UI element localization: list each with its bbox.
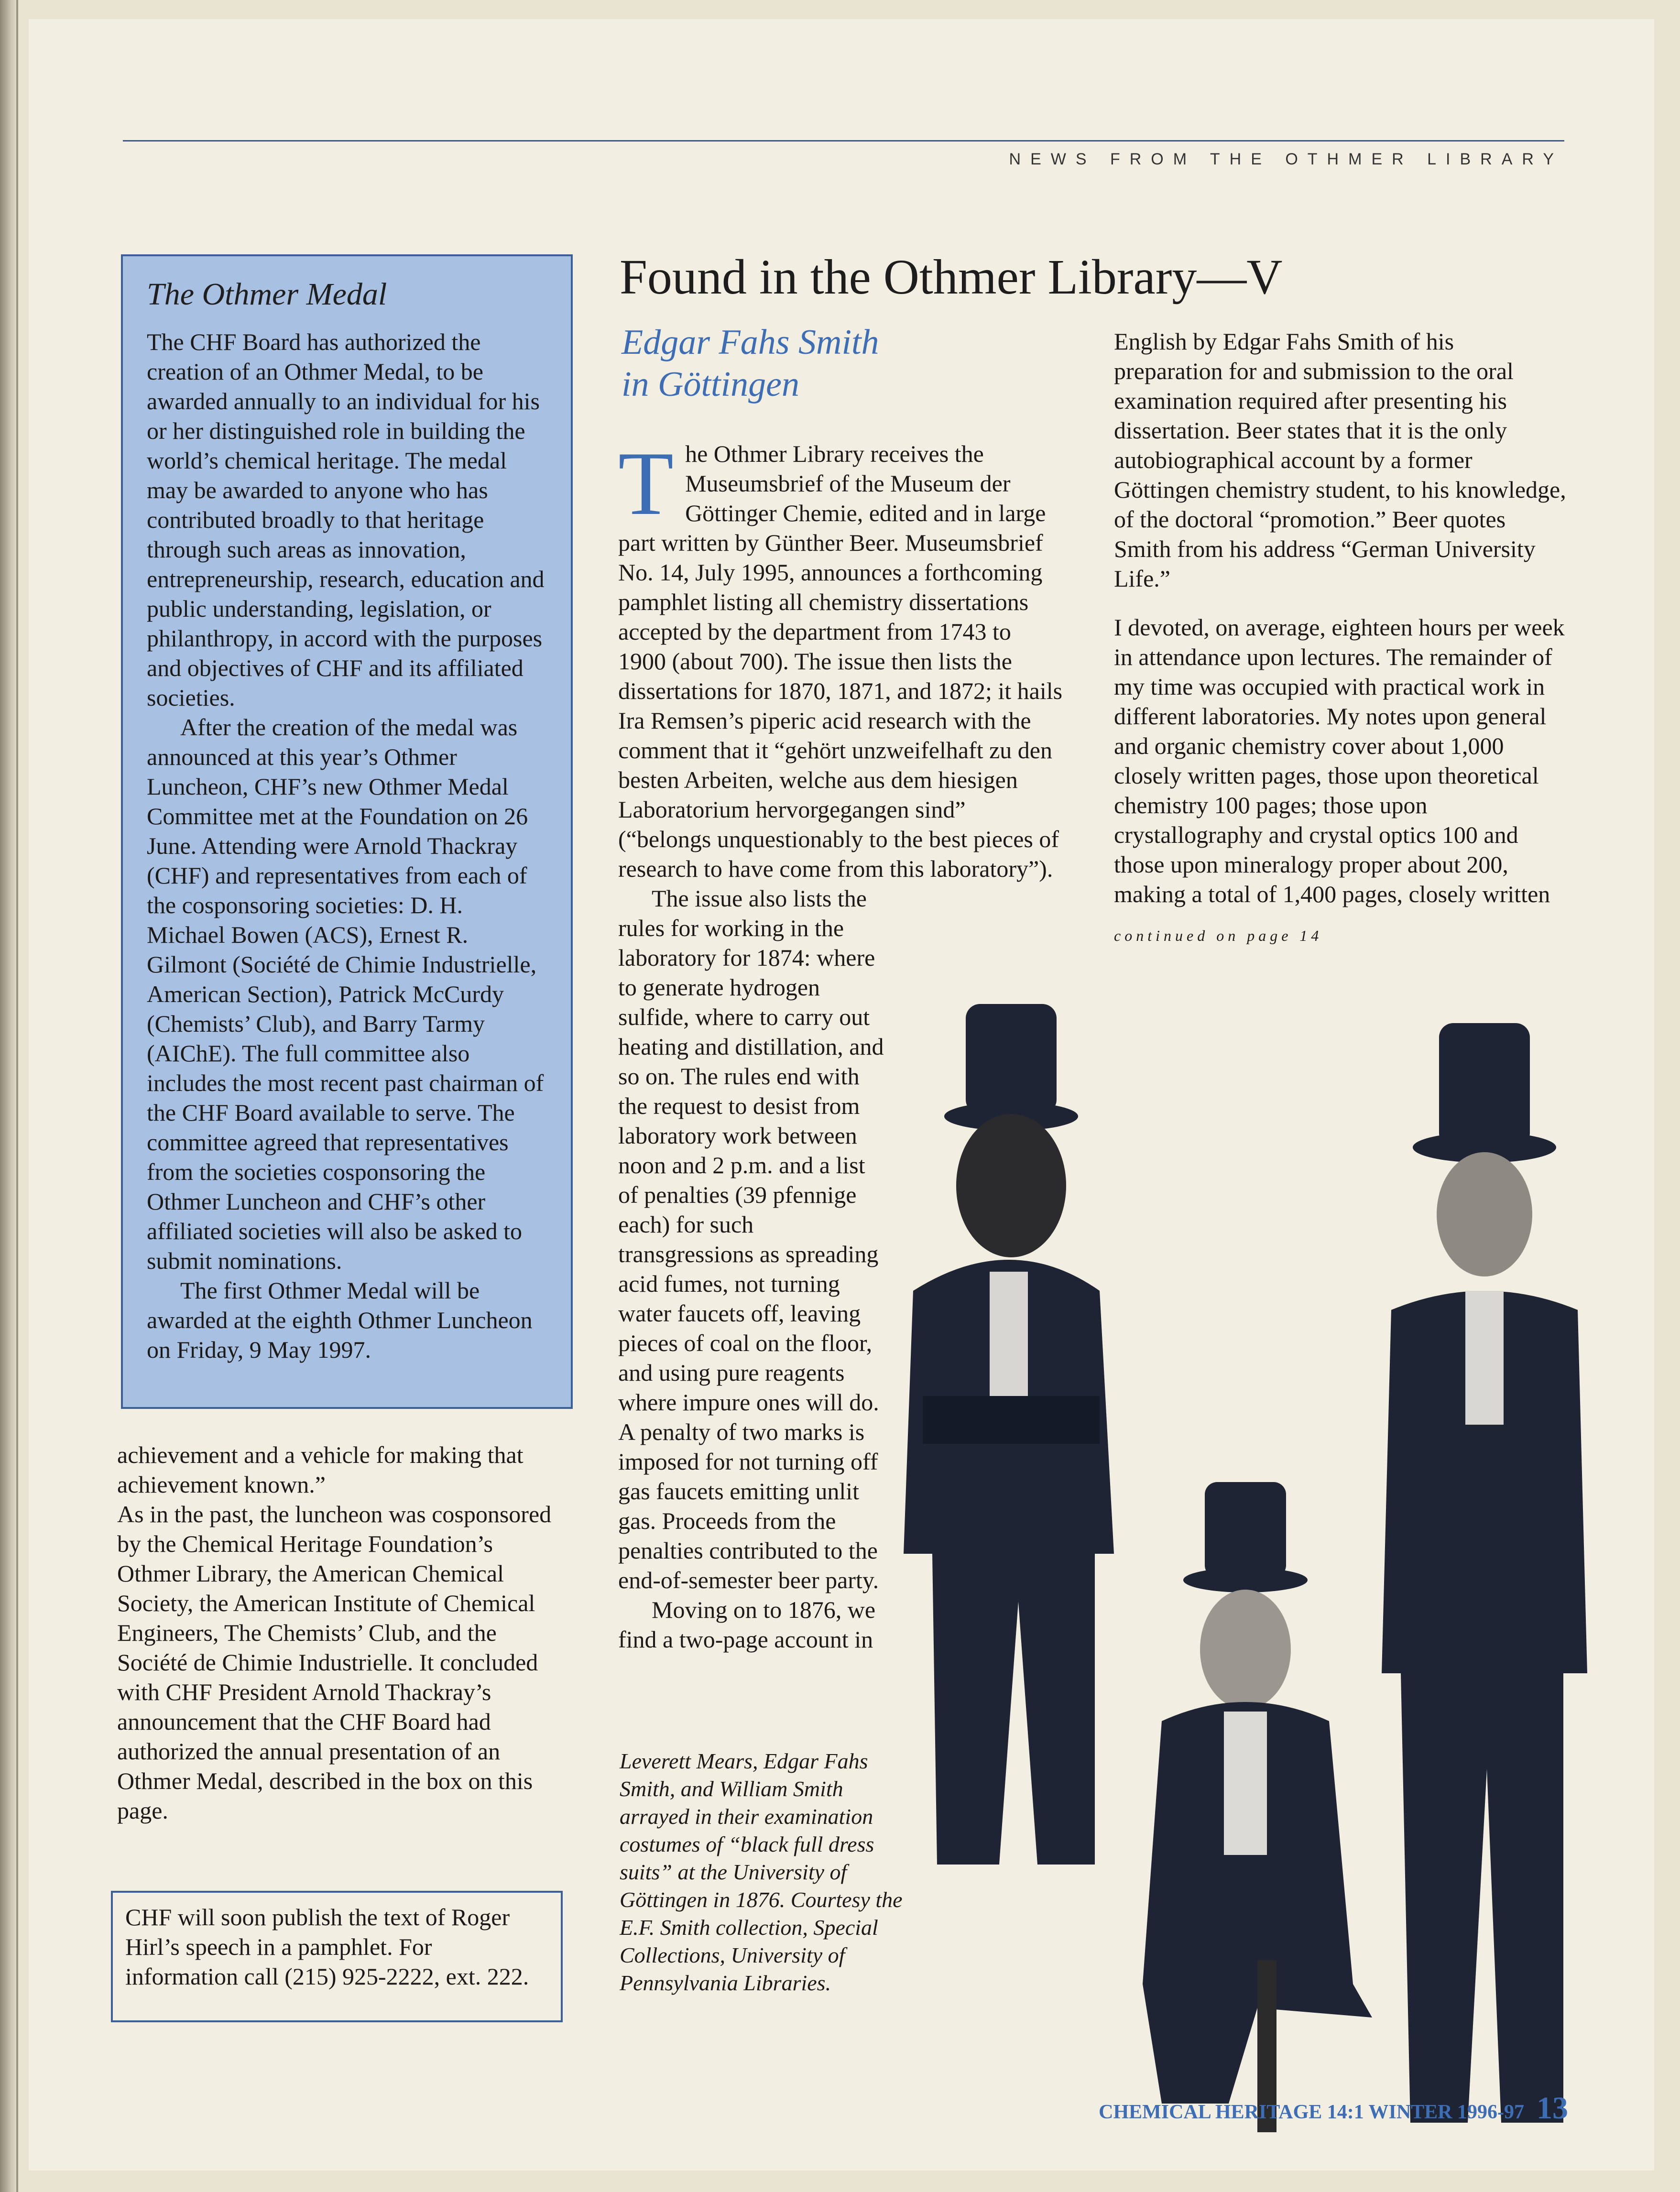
subtitle-line: in Göttingen xyxy=(622,365,800,404)
article-paragraph xyxy=(618,434,1063,883)
left-column xyxy=(117,1440,571,1825)
continued-note: continued on page 14 xyxy=(1114,927,1323,944)
article-paragraph: The issue also lists the rules for working in the laboratory for 1874: where to generate hydrogen sulfide, where to carry out heating and distillation, and so on. The rules end with the request to desist from laboratory work between noon and 2 p.m. and a list of penalties (39 pfennige each) for such transgressions as spreading acid fumes, not turning water faucets off, leaving pieces of coal on the floor, and using pure reagents where impure ones will do. A penalty of two marks is imposed for not turning off gas faucets emitting unlit gas. Proceeds from the penalties contributed to the end-of-semester beer party. xyxy=(618,885,884,1593)
drop-cap: T xyxy=(618,434,674,534)
paragraph-text: he Othmer Library receives the Museumsbrief of the Museum der Göttinger Chemie, edited and in large part written by Günther Beer. Museumsbrief No. 14, July 1995, announces a forthcoming pamphlet listing all chemistry dissertations accepted by the department from 1743 to 1900 (about 700). The issue then lists the dissertations for 1870, 1871, and 1872; it hails Ira Remsen’s piperic acid research with the comment that it “gehört unzweifelhaft zu den besten Arbeiten, welche aus dem hiesigen Laboratorium hervorgegangen sind” (“belongs unquestionably to the best pieces of research to have come from this laboratory”). xyxy=(618,440,1063,882)
article-right-column xyxy=(1114,327,1568,945)
gutter-shadow xyxy=(16,0,18,2192)
article-subtitle xyxy=(622,321,1004,405)
footer-publication: CHEMICAL HERITAGE 14:1 WINTER 1996-97 xyxy=(1099,2101,1524,2123)
seated-head xyxy=(1200,1590,1291,1709)
top-hat-left xyxy=(966,1004,1057,1114)
left-paragraph: As in the past, the luncheon was cosponsored by the Chemical Heritage Foundation’s Othmer Library, the American Chemical Society, the American Institute of Chemical Engineers, The Chemists’ Club, and the Société de Chimie Industrielle. It concluded with CHF President Arnold Thackray’s announcement that the CHF Board had authorized the annual presentation of an Othmer Medal, described in the box on this page. xyxy=(117,1501,552,1824)
three-men-photograph xyxy=(894,1004,1592,2142)
article-title: Found in the Othmer Library—V xyxy=(620,250,1283,305)
mustached-head xyxy=(1437,1152,1532,1276)
article-paragraph: Moving on to 1876, we find a two-page account in xyxy=(618,1596,876,1653)
sidebar-paragraph: The CHF Board has authorized the creation of an Othmer Medal, to be awarded annually to an individual for his or her distinguished role in building the world’s chemical heritage. The medal may be awarded to anyone who has contributed broadly to that heritage through such areas as innovation, entrepreneurship, research, education and public understanding, legislation, or philanthropy, in accord with the purposes and objectives of CHF and its affiliated societies. xyxy=(147,328,545,711)
subtitle-line: Edgar Fahs Smith xyxy=(622,323,879,362)
photo-caption: Leverett Mears, Edgar Fahs Smith, and William Smith arrayed in their examination costumes of “black full dress suits” at the University of Göttingen in 1876. Courtesy the E.F. Smith collection, Special Collections, University of Pennsylvania Libraries. xyxy=(620,1749,903,1995)
sidebar-title: The Othmer Medal xyxy=(147,277,387,312)
page-footer xyxy=(1071,2090,1568,2127)
othmer-medal-sidebar xyxy=(121,254,573,1409)
bearded-head xyxy=(956,1114,1066,1257)
top-hat-right xyxy=(1439,1023,1530,1147)
article-paragraph: English by Edgar Fahs Smith of his preparation for and submission to the oral examination required after presenting his dissertation. Beer states that it is the only autobiographical account by a former Göttingen chemistry student, to his knowledge, of the doctoral “promotion.” Beer quotes Smith from his address “German University Life.” xyxy=(1114,328,1566,592)
left-paragraph: achievement and a vehicle for making that achievement known.” xyxy=(117,1441,524,1498)
header-rule xyxy=(123,140,1564,142)
info-text: CHF will soon publish the text of Roger Hirl’s speech in a pamphlet. For information call (215) 925-2222, ext. 222. xyxy=(125,1904,529,1990)
sidebar-paragraph: The first Othmer Medal will be awarded at the eighth Othmer Luncheon on Friday, 9 May 1997. xyxy=(147,1277,533,1363)
block-quote: I devoted, on average, eighteen hours per week in attendance upon lectures. The remainder of my time was occupied with practical work in different laboratories. My notes upon general and organic chemistry cover about 1,000 closely written pages, those upon theoretical chemistry 100 pages; those upon crystallography and crystal optics 100 and those upon mineralogy proper about 200, making a total of 1,400 pages, closely written xyxy=(1114,614,1565,907)
sidebar-paragraph: After the creation of the medal was announced at this year’s Othmer Luncheon, CHF’s new Othmer Medal Committee met at the Foundation on 26 June. Attending were Arnold Thackray (CHF) and representatives from each of the cosponsoring societies: D. H. Michael Bowen (ACS), Ernest R. Gilmont (Société de Chimie Industrielle, American Section), Patrick McCurdy (Chemists’ Club), and Barry Tarmy (AIChE). The full committee also includes the most recent past chairman of the CHF Board available to serve. The committee agreed that representatives from the societies cosponsoring the Othmer Luncheon and CHF’s other affiliated societies will also be asked to submit nominations. xyxy=(147,714,544,1274)
running-header: NEWS FROM THE OTHMER LIBRARY xyxy=(1009,150,1563,168)
page-number: 13 xyxy=(1537,2091,1568,2126)
top-hat-middle xyxy=(1205,1482,1286,1578)
pamphlet-info-box xyxy=(111,1891,563,2022)
